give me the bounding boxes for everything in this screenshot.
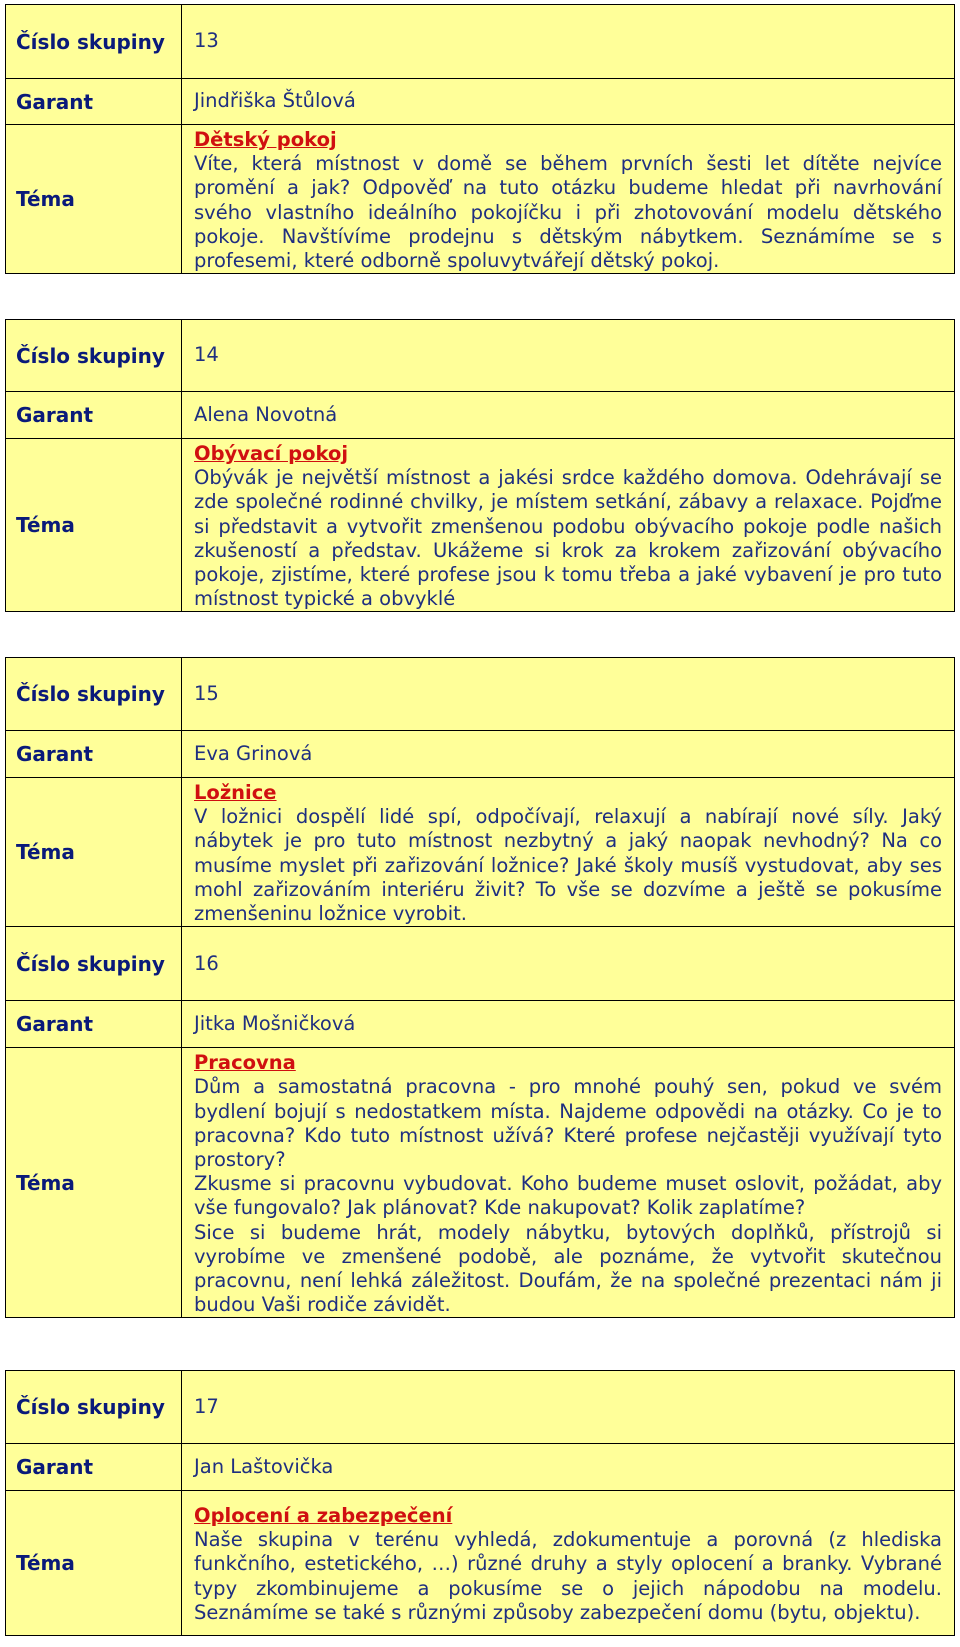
topic-cell bbox=[182, 1491, 955, 1636]
group-number-label: Číslo skupiny bbox=[6, 927, 182, 1001]
topic-title: Ložnice bbox=[194, 781, 277, 804]
garant-name: Alena Novotná bbox=[182, 392, 955, 439]
topic-title: Oplocení a zabezpečení bbox=[194, 1503, 453, 1527]
topic-cell bbox=[182, 125, 955, 274]
topic-paragraph: Zkusme si pracovnu vybudovat. Koho budeme muset oslovit, požádat, aby vše fungovalo? Jak plánovat? Kde nakupovat? Kolik zaplatíme? bbox=[194, 1172, 942, 1220]
garant-name: Jitka Mošničková bbox=[182, 1001, 955, 1048]
group-number: 16 bbox=[182, 927, 955, 1001]
garant-label: Garant bbox=[6, 392, 182, 439]
topic-description: Víte, která místnost v domě se během prvních šesti let dítěte nejvíce promění a jak? Odpověď na tuto otázku budeme hledat při navrhování svého vlastního ideálního pokojíčku i při zhotovování modelu dětského pokoje. Navštívíme prodejnu s dětským nábytkem. Seznámíme se s profesemi, které odborně spoluvytvářejí dětský pokoj. bbox=[194, 152, 942, 273]
group-15-16-table bbox=[5, 657, 955, 1318]
group-number: 13 bbox=[182, 5, 955, 79]
topic-cell bbox=[182, 778, 955, 927]
topic-paragraph: Dům a samostatná pracovna - pro mnohé pouhý sen, pokud ve svém bydlení bojují s nedostatkem místa. Najdeme odpovědi na otázky. Co je to pracovna? Kdo tuto místnost užívá? Které profese nejčastěji využívají tyto prostory? bbox=[194, 1075, 942, 1172]
garant-name: Jindřiška Štůlová bbox=[182, 79, 955, 125]
group-number-label: Číslo skupiny bbox=[6, 320, 182, 392]
group-number: 14 bbox=[182, 320, 955, 392]
topic-description: Naše skupina v terénu vyhledá, zdokumentuje a porovná (z hlediska funkčního, estetického, …) různé druhy a styly oplocení a branky. Vybrané typy zkombinujeme a pokusíme se o jejich nápodobu na modelu. Seznámíme se také s různými způsoby zabezpečení domu (bytu, objektu). bbox=[194, 1528, 942, 1624]
group-number: 17 bbox=[182, 1371, 955, 1444]
topic-title: Obývací pokoj bbox=[194, 442, 349, 465]
topic-title: Pracovna bbox=[194, 1051, 296, 1075]
garant-label: Garant bbox=[6, 79, 182, 125]
topic-label: Téma bbox=[6, 125, 182, 274]
group-17-table bbox=[5, 1370, 955, 1636]
garant-label: Garant bbox=[6, 1001, 182, 1048]
topic-cell bbox=[182, 439, 955, 612]
topic-description bbox=[194, 1075, 942, 1317]
topic-cell bbox=[182, 1048, 955, 1318]
garant-name: Eva Grinová bbox=[182, 731, 955, 778]
topic-title: Dětský pokoj bbox=[194, 128, 337, 151]
garant-label: Garant bbox=[6, 731, 182, 778]
topic-label: Téma bbox=[6, 439, 182, 612]
group-14-table bbox=[5, 319, 955, 612]
group-number-label: Číslo skupiny bbox=[6, 1371, 182, 1444]
garant-label: Garant bbox=[6, 1444, 182, 1491]
topic-description: Obývák je největší místnost a jakési srdce každého domova. Odehrávají se zde společné rodinné chvilky, je místem setkání, zábavy a relaxace. Pojďme si představit a vytvořit zmenšenou podobu obývacího pokoje podle našich zkušeností a představ. Ukážeme si krok za krokem zařizování obývacího pokoje, zjistíme, které profese jsou k tomu třeba a jaké vybavení je pro tuto místnost typické a obvyklé bbox=[194, 466, 942, 611]
garant-name: Jan Laštovička bbox=[182, 1444, 955, 1491]
topic-label: Téma bbox=[6, 1048, 182, 1318]
group-number-label: Číslo skupiny bbox=[6, 658, 182, 731]
group-number-label: Číslo skupiny bbox=[6, 5, 182, 79]
topic-paragraph: Sice si budeme hrát, modely nábytku, bytových doplňků, přístrojů si vyrobíme ve zmenšené podobě, ale poznáme, že vytvořit skutečnou pracovnu, není lehká záležitost. Doufám, že na společné prezentaci nám ji budou Vaši rodiče závidět. bbox=[194, 1220, 942, 1317]
group-number: 15 bbox=[182, 658, 955, 731]
topic-description: V ložnici dospělí lidé spí, odpočívají, relaxují a nabírají nové síly. Jaký nábytek je pro tuto místnost nezbytný a jaký naopak nevhodný? Na co musíme myslet při zařizování ložnice? Jaké školy musíš vystudovat, aby ses mohl zařizováním interiéru živit? To vše se dozvíme a ještě se pokusíme zmenšeninu ložnice vyrobit. bbox=[194, 805, 942, 926]
topic-label: Téma bbox=[6, 778, 182, 927]
group-13-table bbox=[5, 4, 955, 274]
topic-label: Téma bbox=[6, 1491, 182, 1636]
